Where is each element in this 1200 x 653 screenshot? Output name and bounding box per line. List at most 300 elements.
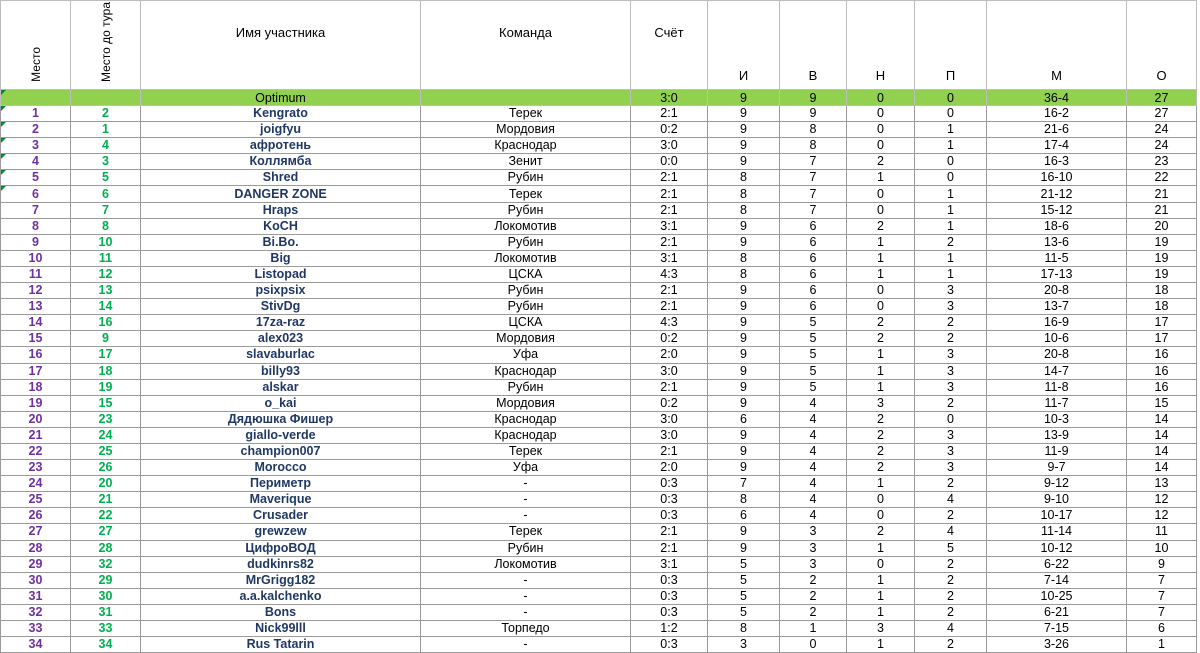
won-cell[interactable]: 4 <box>780 476 847 492</box>
played-cell[interactable]: 9 <box>708 154 780 170</box>
won-cell[interactable]: 0 <box>780 637 847 653</box>
score-cell[interactable]: 0:2 <box>631 395 708 411</box>
score-cell[interactable]: 3:0 <box>631 363 708 379</box>
goals-cell[interactable]: 7-15 <box>987 621 1127 637</box>
played-cell[interactable]: 3 <box>708 637 780 653</box>
participant-name[interactable]: ЦифроВОД <box>141 540 421 556</box>
goals-cell[interactable]: 13-6 <box>987 234 1127 250</box>
score-cell[interactable]: 2:1 <box>631 202 708 218</box>
lost-cell[interactable]: 2 <box>915 395 987 411</box>
team-cell[interactable]: Краснодар <box>421 411 631 427</box>
draw-cell[interactable]: 2 <box>847 524 915 540</box>
prev-place-cell[interactable]: 32 <box>71 556 141 572</box>
points-cell[interactable]: 11 <box>1127 524 1197 540</box>
score-cell[interactable]: 3:0 <box>631 411 708 427</box>
place-cell[interactable]: 16 <box>1 347 71 363</box>
team-cell[interactable]: - <box>421 572 631 588</box>
leader-place-cell[interactable] <box>1 90 71 106</box>
score-cell[interactable]: 2:1 <box>631 170 708 186</box>
lost-cell[interactable]: 4 <box>915 492 987 508</box>
points-cell[interactable]: 9 <box>1127 556 1197 572</box>
place-cell[interactable]: 34 <box>1 637 71 653</box>
place-cell[interactable]: 19 <box>1 395 71 411</box>
points-cell[interactable]: 24 <box>1127 122 1197 138</box>
draw-cell[interactable]: 2 <box>847 315 915 331</box>
won-cell[interactable]: 3 <box>780 556 847 572</box>
team-cell[interactable]: - <box>421 588 631 604</box>
place-cell[interactable]: 14 <box>1 315 71 331</box>
points-cell[interactable]: 16 <box>1127 379 1197 395</box>
lost-cell[interactable]: 2 <box>915 588 987 604</box>
lost-cell[interactable]: 0 <box>915 170 987 186</box>
team-cell[interactable]: Уфа <box>421 347 631 363</box>
won-cell[interactable]: 6 <box>780 218 847 234</box>
points-cell[interactable]: 23 <box>1127 154 1197 170</box>
won-cell[interactable]: 7 <box>780 186 847 202</box>
points-cell[interactable]: 19 <box>1127 234 1197 250</box>
goals-cell[interactable]: 17-4 <box>987 138 1127 154</box>
lost-cell[interactable]: 3 <box>915 460 987 476</box>
goals-cell[interactable]: 10-25 <box>987 588 1127 604</box>
draw-cell[interactable]: 0 <box>847 283 915 299</box>
won-cell[interactable]: 3 <box>780 540 847 556</box>
won-cell[interactable]: 5 <box>780 363 847 379</box>
prev-place-cell[interactable]: 20 <box>71 476 141 492</box>
score-cell[interactable]: 0:3 <box>631 588 708 604</box>
prev-place-cell[interactable]: 24 <box>71 427 141 443</box>
goals-cell[interactable]: 6-21 <box>987 604 1127 620</box>
points-cell[interactable]: 1 <box>1127 637 1197 653</box>
header-team[interactable]: Команда <box>421 1 631 90</box>
score-cell[interactable]: 2:0 <box>631 460 708 476</box>
score-cell[interactable]: 0:3 <box>631 476 708 492</box>
goals-cell[interactable]: 11-7 <box>987 395 1127 411</box>
team-cell[interactable]: ЦСКА <box>421 315 631 331</box>
score-cell[interactable]: 3:1 <box>631 250 708 266</box>
team-cell[interactable]: Рубин <box>421 234 631 250</box>
leader-draw[interactable]: 0 <box>847 90 915 106</box>
played-cell[interactable]: 9 <box>708 234 780 250</box>
points-cell[interactable]: 7 <box>1127 572 1197 588</box>
draw-cell[interactable]: 1 <box>847 588 915 604</box>
score-cell[interactable]: 2:1 <box>631 524 708 540</box>
participant-name[interactable]: MrGrigg182 <box>141 572 421 588</box>
leader-points[interactable]: 27 <box>1127 90 1197 106</box>
team-cell[interactable]: Краснодар <box>421 363 631 379</box>
place-cell[interactable]: 12 <box>1 283 71 299</box>
draw-cell[interactable]: 0 <box>847 556 915 572</box>
team-cell[interactable]: Локомотив <box>421 556 631 572</box>
participant-name[interactable]: афротень <box>141 138 421 154</box>
won-cell[interactable]: 8 <box>780 138 847 154</box>
lost-cell[interactable]: 0 <box>915 154 987 170</box>
prev-place-cell[interactable]: 18 <box>71 363 141 379</box>
participant-name[interactable]: Коллямба <box>141 154 421 170</box>
played-cell[interactable]: 9 <box>708 379 780 395</box>
score-cell[interactable]: 0:3 <box>631 637 708 653</box>
played-cell[interactable]: 9 <box>708 122 780 138</box>
played-cell[interactable]: 9 <box>708 540 780 556</box>
lost-cell[interactable]: 1 <box>915 218 987 234</box>
draw-cell[interactable]: 2 <box>847 460 915 476</box>
goals-cell[interactable]: 10-17 <box>987 508 1127 524</box>
place-cell[interactable]: 25 <box>1 492 71 508</box>
goals-cell[interactable]: 16-2 <box>987 106 1127 122</box>
won-cell[interactable]: 4 <box>780 395 847 411</box>
draw-cell[interactable]: 0 <box>847 299 915 315</box>
team-cell[interactable]: Мордовия <box>421 122 631 138</box>
place-cell[interactable]: 32 <box>1 604 71 620</box>
place-cell[interactable]: 9 <box>1 234 71 250</box>
leader-score[interactable]: 3:0 <box>631 90 708 106</box>
score-cell[interactable]: 0:3 <box>631 508 708 524</box>
place-cell[interactable]: 7 <box>1 202 71 218</box>
played-cell[interactable]: 8 <box>708 202 780 218</box>
score-cell[interactable]: 0:2 <box>631 122 708 138</box>
team-cell[interactable]: Терек <box>421 106 631 122</box>
won-cell[interactable]: 7 <box>780 202 847 218</box>
prev-place-cell[interactable]: 28 <box>71 540 141 556</box>
prev-place-cell[interactable]: 34 <box>71 637 141 653</box>
lost-cell[interactable]: 2 <box>915 572 987 588</box>
participant-name[interactable]: slavaburlac <box>141 347 421 363</box>
leader-lost[interactable]: 0 <box>915 90 987 106</box>
lost-cell[interactable]: 1 <box>915 266 987 282</box>
points-cell[interactable]: 17 <box>1127 331 1197 347</box>
header-lost[interactable]: П <box>915 1 987 90</box>
lost-cell[interactable]: 2 <box>915 476 987 492</box>
goals-cell[interactable]: 9-10 <box>987 492 1127 508</box>
participant-name[interactable]: a.a.kalchenko <box>141 588 421 604</box>
draw-cell[interactable]: 1 <box>847 604 915 620</box>
played-cell[interactable]: 9 <box>708 218 780 234</box>
participant-name[interactable]: StivDg <box>141 299 421 315</box>
team-cell[interactable]: Краснодар <box>421 138 631 154</box>
place-cell[interactable]: 18 <box>1 379 71 395</box>
team-cell[interactable]: Мордовия <box>421 331 631 347</box>
goals-cell[interactable]: 9-12 <box>987 476 1127 492</box>
place-cell[interactable]: 31 <box>1 588 71 604</box>
played-cell[interactable]: 9 <box>708 524 780 540</box>
goals-cell[interactable]: 16-10 <box>987 170 1127 186</box>
prev-place-cell[interactable]: 5 <box>71 170 141 186</box>
lost-cell[interactable]: 2 <box>915 331 987 347</box>
prev-place-cell[interactable]: 25 <box>71 443 141 459</box>
points-cell[interactable]: 12 <box>1127 492 1197 508</box>
draw-cell[interactable]: 0 <box>847 186 915 202</box>
goals-cell[interactable]: 11-9 <box>987 443 1127 459</box>
points-cell[interactable]: 27 <box>1127 106 1197 122</box>
won-cell[interactable]: 9 <box>780 106 847 122</box>
participant-name[interactable]: psixpsix <box>141 283 421 299</box>
score-cell[interactable]: 0:3 <box>631 572 708 588</box>
lost-cell[interactable]: 3 <box>915 427 987 443</box>
won-cell[interactable]: 4 <box>780 492 847 508</box>
lost-cell[interactable]: 3 <box>915 379 987 395</box>
prev-place-cell[interactable]: 27 <box>71 524 141 540</box>
played-cell[interactable]: 5 <box>708 556 780 572</box>
lost-cell[interactable]: 4 <box>915 524 987 540</box>
draw-cell[interactable]: 2 <box>847 411 915 427</box>
draw-cell[interactable]: 3 <box>847 395 915 411</box>
score-cell[interactable]: 0:0 <box>631 154 708 170</box>
score-cell[interactable]: 2:1 <box>631 186 708 202</box>
participant-name[interactable]: 17za-raz <box>141 315 421 331</box>
team-cell[interactable]: Рубин <box>421 379 631 395</box>
team-cell[interactable]: Рубин <box>421 299 631 315</box>
score-cell[interactable]: 2:0 <box>631 347 708 363</box>
prev-place-cell[interactable]: 11 <box>71 250 141 266</box>
goals-cell[interactable]: 11-5 <box>987 250 1127 266</box>
lost-cell[interactable]: 1 <box>915 186 987 202</box>
leader-won[interactable]: 9 <box>780 90 847 106</box>
goals-cell[interactable]: 3-26 <box>987 637 1127 653</box>
header-name[interactable]: Имя участника <box>141 1 421 90</box>
team-cell[interactable]: - <box>421 508 631 524</box>
won-cell[interactable]: 4 <box>780 443 847 459</box>
won-cell[interactable]: 5 <box>780 331 847 347</box>
participant-name[interactable]: Периметр <box>141 476 421 492</box>
draw-cell[interactable]: 0 <box>847 138 915 154</box>
score-cell[interactable]: 4:3 <box>631 315 708 331</box>
lost-cell[interactable]: 5 <box>915 540 987 556</box>
score-cell[interactable]: 2:1 <box>631 379 708 395</box>
points-cell[interactable]: 16 <box>1127 347 1197 363</box>
won-cell[interactable]: 6 <box>780 283 847 299</box>
draw-cell[interactable]: 2 <box>847 427 915 443</box>
lost-cell[interactable]: 2 <box>915 637 987 653</box>
won-cell[interactable]: 6 <box>780 234 847 250</box>
team-cell[interactable]: - <box>421 604 631 620</box>
played-cell[interactable]: 9 <box>708 363 780 379</box>
played-cell[interactable]: 9 <box>708 460 780 476</box>
draw-cell[interactable]: 2 <box>847 443 915 459</box>
place-cell[interactable]: 21 <box>1 427 71 443</box>
score-cell[interactable]: 2:1 <box>631 299 708 315</box>
played-cell[interactable]: 9 <box>708 443 780 459</box>
score-cell[interactable]: 0:2 <box>631 331 708 347</box>
played-cell[interactable]: 8 <box>708 186 780 202</box>
draw-cell[interactable]: 0 <box>847 106 915 122</box>
prev-place-cell[interactable]: 1 <box>71 122 141 138</box>
points-cell[interactable]: 19 <box>1127 266 1197 282</box>
points-cell[interactable]: 20 <box>1127 218 1197 234</box>
prev-place-cell[interactable]: 31 <box>71 604 141 620</box>
points-cell[interactable]: 14 <box>1127 411 1197 427</box>
score-cell[interactable]: 2:1 <box>631 234 708 250</box>
prev-place-cell[interactable]: 21 <box>71 492 141 508</box>
header-draw[interactable]: Н <box>847 1 915 90</box>
participant-name[interactable]: KoCH <box>141 218 421 234</box>
won-cell[interactable]: 4 <box>780 508 847 524</box>
points-cell[interactable]: 21 <box>1127 186 1197 202</box>
points-cell[interactable]: 18 <box>1127 299 1197 315</box>
draw-cell[interactable]: 1 <box>847 250 915 266</box>
played-cell[interactable]: 9 <box>708 283 780 299</box>
prev-place-cell[interactable]: 30 <box>71 588 141 604</box>
place-cell[interactable]: 6 <box>1 186 71 202</box>
leader-prev-cell[interactable] <box>71 90 141 106</box>
prev-place-cell[interactable]: 22 <box>71 508 141 524</box>
prev-place-cell[interactable]: 10 <box>71 234 141 250</box>
points-cell[interactable]: 6 <box>1127 621 1197 637</box>
goals-cell[interactable]: 16-9 <box>987 315 1127 331</box>
score-cell[interactable]: 3:1 <box>631 556 708 572</box>
participant-name[interactable]: Bi.Bo. <box>141 234 421 250</box>
participant-name[interactable]: giallo-verde <box>141 427 421 443</box>
draw-cell[interactable]: 1 <box>847 379 915 395</box>
place-cell[interactable]: 20 <box>1 411 71 427</box>
place-cell[interactable]: 2 <box>1 122 71 138</box>
won-cell[interactable]: 5 <box>780 315 847 331</box>
place-cell[interactable]: 17 <box>1 363 71 379</box>
draw-cell[interactable]: 1 <box>847 540 915 556</box>
draw-cell[interactable]: 1 <box>847 637 915 653</box>
participant-name[interactable]: Maverique <box>141 492 421 508</box>
draw-cell[interactable]: 1 <box>847 170 915 186</box>
leader-goals[interactable]: 36-4 <box>987 90 1127 106</box>
goals-cell[interactable]: 13-7 <box>987 299 1127 315</box>
goals-cell[interactable]: 10-6 <box>987 331 1127 347</box>
team-cell[interactable]: - <box>421 492 631 508</box>
participant-name[interactable]: Morocco <box>141 460 421 476</box>
score-cell[interactable]: 3:0 <box>631 138 708 154</box>
won-cell[interactable]: 6 <box>780 250 847 266</box>
lost-cell[interactable]: 3 <box>915 299 987 315</box>
prev-place-cell[interactable]: 16 <box>71 315 141 331</box>
score-cell[interactable]: 2:1 <box>631 540 708 556</box>
won-cell[interactable]: 2 <box>780 604 847 620</box>
participant-name[interactable]: billy93 <box>141 363 421 379</box>
participant-name[interactable]: Kengrato <box>141 106 421 122</box>
team-cell[interactable]: Рубин <box>421 202 631 218</box>
played-cell[interactable]: 8 <box>708 621 780 637</box>
score-cell[interactable]: 0:3 <box>631 604 708 620</box>
participant-name[interactable]: DANGER ZONE <box>141 186 421 202</box>
won-cell[interactable]: 6 <box>780 266 847 282</box>
participant-name[interactable]: alex023 <box>141 331 421 347</box>
won-cell[interactable]: 2 <box>780 588 847 604</box>
team-cell[interactable]: - <box>421 476 631 492</box>
points-cell[interactable]: 16 <box>1127 363 1197 379</box>
played-cell[interactable]: 9 <box>708 347 780 363</box>
participant-name[interactable]: Big <box>141 250 421 266</box>
won-cell[interactable]: 6 <box>780 299 847 315</box>
participant-name[interactable]: Hraps <box>141 202 421 218</box>
score-cell[interactable]: 3:0 <box>631 427 708 443</box>
points-cell[interactable]: 15 <box>1127 395 1197 411</box>
draw-cell[interactable]: 0 <box>847 492 915 508</box>
team-cell[interactable]: Мордовия <box>421 395 631 411</box>
played-cell[interactable]: 7 <box>708 476 780 492</box>
won-cell[interactable]: 4 <box>780 460 847 476</box>
prev-place-cell[interactable]: 7 <box>71 202 141 218</box>
won-cell[interactable]: 5 <box>780 347 847 363</box>
participant-name[interactable]: Дядюшка Фишер <box>141 411 421 427</box>
score-cell[interactable]: 2:1 <box>631 443 708 459</box>
team-cell[interactable]: Рубин <box>421 283 631 299</box>
prev-place-cell[interactable]: 8 <box>71 218 141 234</box>
points-cell[interactable]: 22 <box>1127 170 1197 186</box>
played-cell[interactable]: 9 <box>708 138 780 154</box>
played-cell[interactable]: 6 <box>708 411 780 427</box>
played-cell[interactable]: 5 <box>708 572 780 588</box>
prev-place-cell[interactable]: 9 <box>71 331 141 347</box>
team-cell[interactable]: Рубин <box>421 540 631 556</box>
played-cell[interactable]: 9 <box>708 299 780 315</box>
draw-cell[interactable]: 1 <box>847 266 915 282</box>
played-cell[interactable]: 5 <box>708 588 780 604</box>
score-cell[interactable]: 2:1 <box>631 283 708 299</box>
participant-name[interactable]: alskar <box>141 379 421 395</box>
won-cell[interactable]: 1 <box>780 621 847 637</box>
points-cell[interactable]: 14 <box>1127 460 1197 476</box>
prev-place-cell[interactable]: 33 <box>71 621 141 637</box>
place-cell[interactable]: 8 <box>1 218 71 234</box>
goals-cell[interactable]: 13-9 <box>987 427 1127 443</box>
draw-cell[interactable]: 2 <box>847 154 915 170</box>
place-cell[interactable]: 5 <box>1 170 71 186</box>
team-cell[interactable]: Уфа <box>421 460 631 476</box>
goals-cell[interactable]: 9-7 <box>987 460 1127 476</box>
place-cell[interactable]: 11 <box>1 266 71 282</box>
team-cell[interactable]: Локомотив <box>421 250 631 266</box>
points-cell[interactable]: 12 <box>1127 508 1197 524</box>
team-cell[interactable]: Терек <box>421 186 631 202</box>
place-cell[interactable]: 3 <box>1 138 71 154</box>
place-cell[interactable]: 33 <box>1 621 71 637</box>
prev-place-cell[interactable]: 26 <box>71 460 141 476</box>
points-cell[interactable]: 17 <box>1127 315 1197 331</box>
lost-cell[interactable]: 0 <box>915 411 987 427</box>
place-cell[interactable]: 4 <box>1 154 71 170</box>
header-won[interactable]: В <box>780 1 847 90</box>
lost-cell[interactable]: 0 <box>915 106 987 122</box>
place-cell[interactable]: 29 <box>1 556 71 572</box>
lost-cell[interactable]: 3 <box>915 283 987 299</box>
participant-name[interactable]: Crusader <box>141 508 421 524</box>
score-cell[interactable]: 2:1 <box>631 106 708 122</box>
team-cell[interactable]: Краснодар <box>421 427 631 443</box>
points-cell[interactable]: 7 <box>1127 588 1197 604</box>
won-cell[interactable]: 3 <box>780 524 847 540</box>
team-cell[interactable]: ЦСКА <box>421 266 631 282</box>
played-cell[interactable]: 9 <box>708 427 780 443</box>
header-prev-place[interactable] <box>71 1 141 90</box>
goals-cell[interactable]: 11-14 <box>987 524 1127 540</box>
lost-cell[interactable]: 1 <box>915 202 987 218</box>
lost-cell[interactable]: 1 <box>915 122 987 138</box>
played-cell[interactable]: 8 <box>708 492 780 508</box>
prev-place-cell[interactable]: 29 <box>71 572 141 588</box>
prev-place-cell[interactable]: 17 <box>71 347 141 363</box>
draw-cell[interactable]: 2 <box>847 331 915 347</box>
participant-name[interactable]: Nick99lll <box>141 621 421 637</box>
won-cell[interactable]: 7 <box>780 154 847 170</box>
won-cell[interactable]: 4 <box>780 427 847 443</box>
participant-name[interactable]: Listopad <box>141 266 421 282</box>
lost-cell[interactable]: 3 <box>915 443 987 459</box>
won-cell[interactable]: 7 <box>780 170 847 186</box>
played-cell[interactable]: 8 <box>708 266 780 282</box>
points-cell[interactable]: 13 <box>1127 476 1197 492</box>
won-cell[interactable]: 4 <box>780 411 847 427</box>
score-cell[interactable]: 0:3 <box>631 492 708 508</box>
won-cell[interactable]: 5 <box>780 379 847 395</box>
leader-team-cell[interactable] <box>421 90 631 106</box>
header-score[interactable]: Счёт <box>631 1 708 90</box>
goals-cell[interactable]: 10-12 <box>987 540 1127 556</box>
